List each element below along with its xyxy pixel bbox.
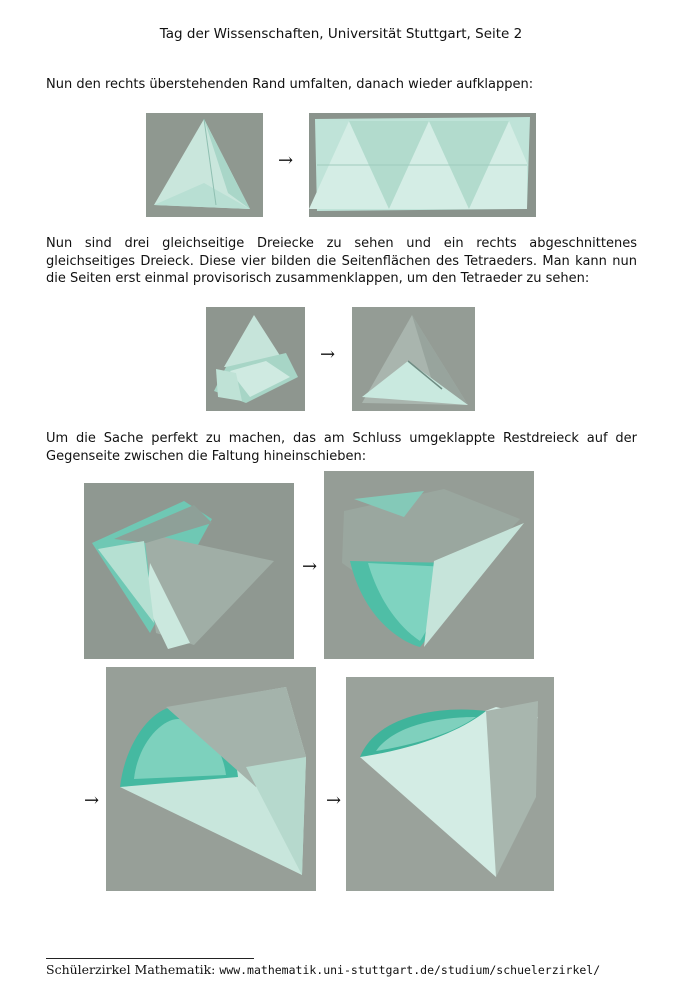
photo-tuck-step-2 bbox=[324, 471, 534, 659]
paragraph-2: Nun sind drei gleichseitige Dreiecke zu sehen und ein rechts abgeschnittenes gleichseitiges Dreieck. Diese vier bilden die Seitenflächen des Tetraeders. Man kann nun die Seiten erst einmal provisorisch zusammenklappen, um den Tetraeder zu sehen: bbox=[46, 236, 637, 286]
paragraph-3: Um die Sache perfekt zu machen, das am Schluss umgeklappte Restdreieck auf der Gegenseite zwischen die Faltung hineinschieben: bbox=[46, 431, 637, 464]
arrow-4: → bbox=[84, 790, 100, 811]
footer bbox=[46, 962, 600, 977]
arrow-5: → bbox=[326, 790, 342, 811]
photo-closed-tetrahedron bbox=[352, 307, 475, 411]
photo-tuck-step-3 bbox=[106, 667, 316, 891]
photo-finished-tetrahedron bbox=[346, 677, 554, 891]
footer-url[interactable]: www.mathematik.uni-stuttgart.de/studium/schuelerzirkel/ bbox=[219, 963, 601, 977]
photo-open-tetrahedron bbox=[206, 307, 305, 411]
arrow-2: → bbox=[320, 344, 336, 365]
arrow-3: → bbox=[302, 556, 318, 577]
photo-unfolded-strip bbox=[309, 113, 536, 217]
page-header: Tag der Wissenschaften, Universität Stuttgart, Seite 2 bbox=[159, 26, 523, 42]
photo-folded-triangle bbox=[146, 113, 263, 217]
arrow-1: → bbox=[278, 150, 294, 171]
footer-label: Schülerzirkel Mathematik: bbox=[46, 962, 216, 977]
paragraph-1: Nun den rechts überstehenden Rand umfalten, danach wieder aufklappen: bbox=[46, 77, 534, 92]
photo-tuck-step-1 bbox=[84, 483, 294, 659]
footer-rule bbox=[46, 958, 254, 959]
